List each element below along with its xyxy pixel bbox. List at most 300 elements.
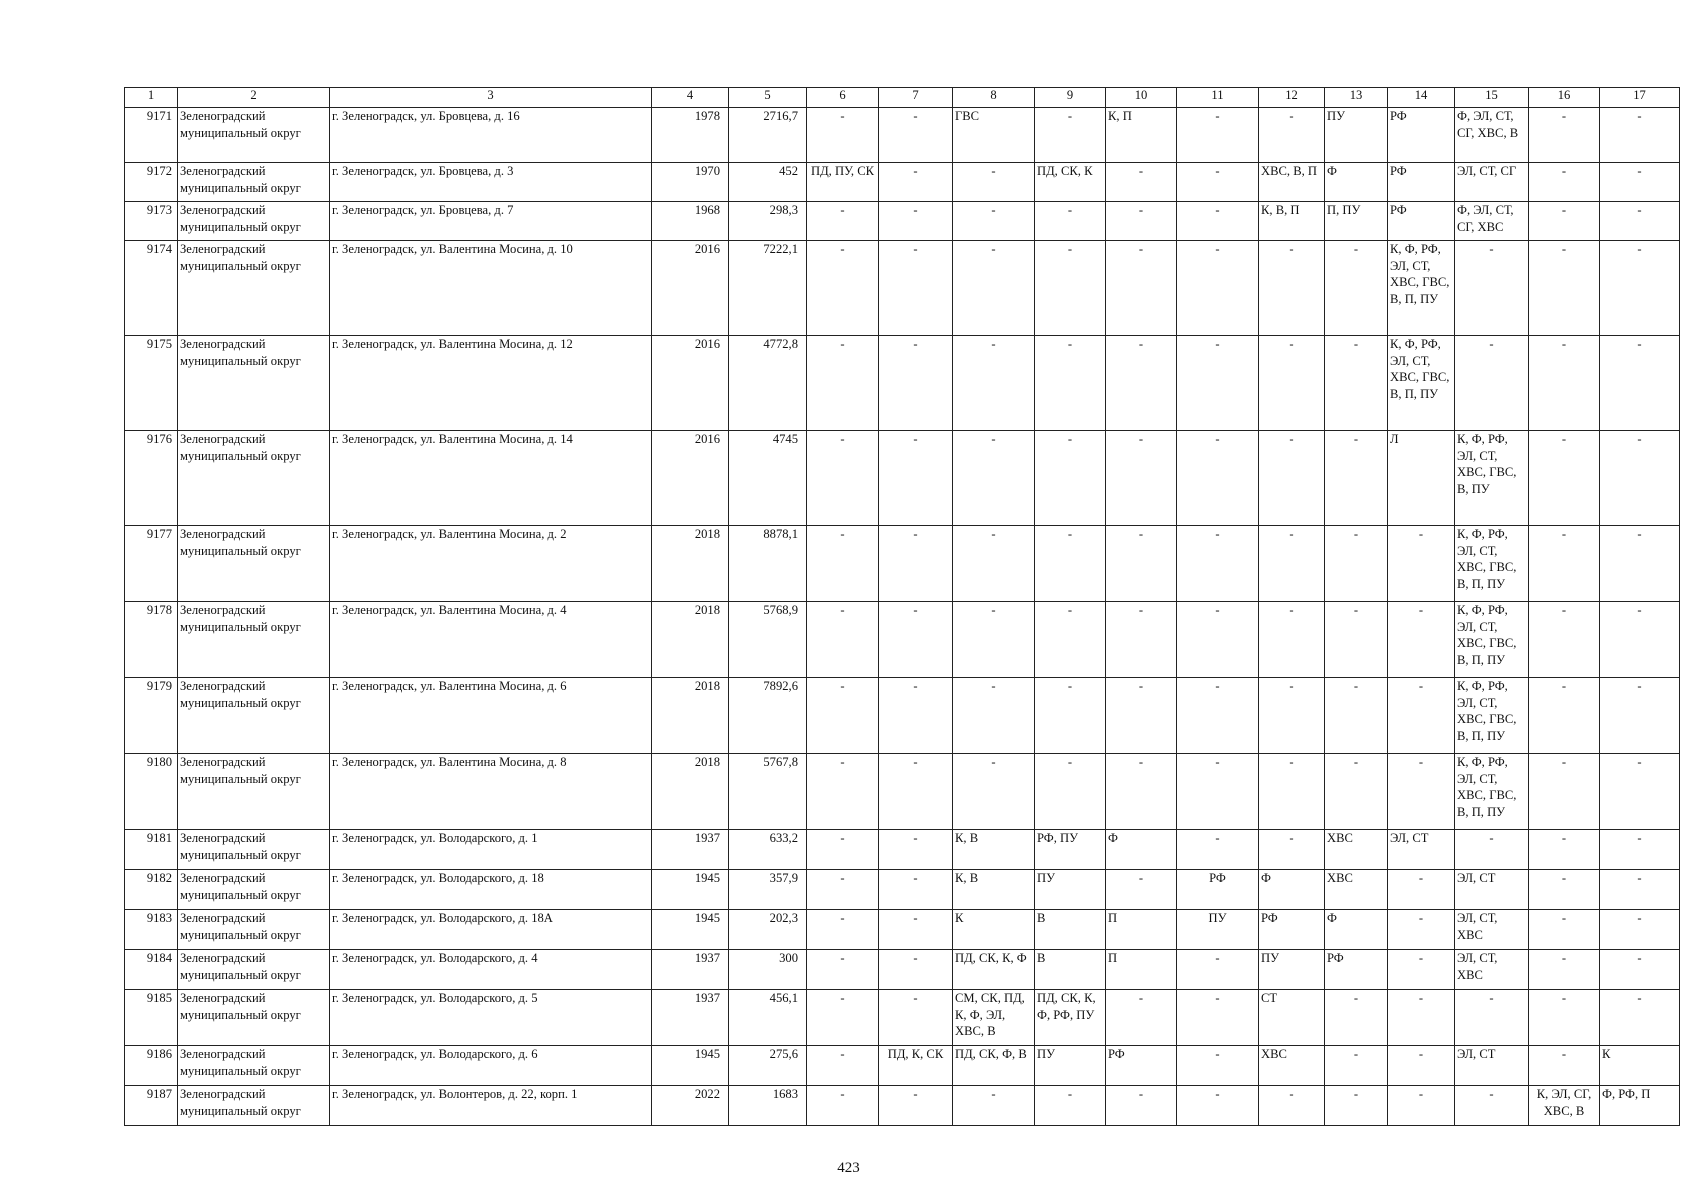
table-cell-col-8: К [953,910,1035,950]
table-cell-col-12: - [1259,1086,1325,1126]
table-cell-col-14: - [1388,910,1455,950]
table-cell-col-15: - [1455,1086,1529,1126]
table-cell-col-5: 300 [729,950,807,990]
table-cell-col-2: Зеленоградский муниципальный округ [178,202,330,241]
table-cell-col-11: РФ [1177,870,1259,910]
table-cell-col-1: 9182 [125,870,178,910]
table-cell-col-8: - [953,526,1035,602]
table-row [125,910,1680,950]
table-cell-col-16: - [1529,602,1600,678]
table-cell-col-17: - [1600,163,1680,202]
table-cell-col-5: 452 [729,163,807,202]
table-cell-col-17: - [1600,336,1680,431]
table-cell-col-6: - [807,950,879,990]
table-cell-col-13: - [1325,678,1388,754]
table-cell-col-4: 1945 [652,910,729,950]
table-cell-col-1: 9176 [125,431,178,526]
table-cell-col-15: - [1455,241,1529,336]
table-cell-col-2: Зеленоградский муниципальный округ [178,1046,330,1086]
table-cell-col-2: Зеленоградский муниципальный округ [178,754,330,830]
table-cell-col-9: - [1035,241,1106,336]
table-cell-col-8: ПД, СК, Ф, В [953,1046,1035,1086]
table-cell-col-5: 4772,8 [729,336,807,431]
table-cell-col-11: - [1177,602,1259,678]
table-row [125,950,1680,990]
table-cell-col-16: - [1529,108,1600,163]
table-cell-col-11: - [1177,202,1259,241]
column-number-8: 8 [953,88,1035,108]
table-cell-col-12: - [1259,431,1325,526]
table-row [125,108,1680,163]
table-cell-col-2: Зеленоградский муниципальный округ [178,830,330,870]
table-cell-col-17: - [1600,431,1680,526]
table-cell-col-12: Ф [1259,870,1325,910]
table-cell-col-6: - [807,202,879,241]
table-cell-col-1: 9183 [125,910,178,950]
table-cell-col-13: РФ [1325,950,1388,990]
table-cell-col-3: г. Зеленоградск, ул. Волонтеров, д. 22, корп. 1 [330,1086,652,1126]
table-cell-col-13: - [1325,754,1388,830]
column-number-15: 15 [1455,88,1529,108]
table-cell-col-4: 1945 [652,1046,729,1086]
table-cell-col-11: - [1177,108,1259,163]
table-cell-col-2: Зеленоградский муниципальный округ [178,336,330,431]
table-cell-col-4: 1970 [652,163,729,202]
table-row [125,1046,1680,1086]
table-cell-col-8: - [953,163,1035,202]
table-cell-col-15: - [1455,990,1529,1046]
table-cell-col-4: 2018 [652,526,729,602]
table-cell-col-9: - [1035,202,1106,241]
table-cell-col-7: - [879,241,953,336]
table-cell-col-10: - [1106,163,1177,202]
table-cell-col-6: - [807,526,879,602]
table-cell-col-11: - [1177,754,1259,830]
table-cell-col-8: - [953,202,1035,241]
table-cell-col-7: - [879,336,953,431]
table-cell-col-13: - [1325,1086,1388,1126]
table-cell-col-6: - [807,241,879,336]
table-cell-col-14: - [1388,754,1455,830]
table-cell-col-17: - [1600,910,1680,950]
table-cell-col-6: - [807,1046,879,1086]
table-cell-col-7: - [879,678,953,754]
table-cell-col-16: К, ЭЛ, СГ, ХВС, В [1529,1086,1600,1126]
table-cell-col-13: - [1325,1046,1388,1086]
table-cell-col-6: - [807,990,879,1046]
table-cell-col-16: - [1529,990,1600,1046]
table-cell-col-8: - [953,754,1035,830]
table-cell-col-14: РФ [1388,202,1455,241]
column-number-9: 9 [1035,88,1106,108]
table-cell-col-11: - [1177,336,1259,431]
table-cell-col-5: 202,3 [729,910,807,950]
table-row [125,678,1680,754]
table-cell-col-9: - [1035,431,1106,526]
table-cell-col-14: РФ [1388,108,1455,163]
table-cell-col-17: - [1600,990,1680,1046]
table-cell-col-16: - [1529,526,1600,602]
table-cell-col-11: - [1177,678,1259,754]
table-cell-col-2: Зеленоградский муниципальный округ [178,163,330,202]
table-cell-col-11: - [1177,526,1259,602]
table-cell-col-1: 9178 [125,602,178,678]
table-cell-col-15: К, Ф, РФ, ЭЛ, СТ, ХВС, ГВС, В, П, ПУ [1455,602,1529,678]
table-cell-col-14: - [1388,678,1455,754]
table-cell-col-5: 4745 [729,431,807,526]
table-cell-col-14: - [1388,1086,1455,1126]
table-cell-col-7: - [879,526,953,602]
table-cell-col-2: Зеленоградский муниципальный округ [178,1086,330,1126]
table-cell-col-8: ГВС [953,108,1035,163]
table-cell-col-5: 633,2 [729,830,807,870]
table-row [125,241,1680,336]
table-cell-col-5: 357,9 [729,870,807,910]
table-cell-col-9: ПУ [1035,870,1106,910]
table-cell-col-10: - [1106,870,1177,910]
table-cell-col-7: - [879,830,953,870]
table-cell-col-16: - [1529,910,1600,950]
table-cell-col-13: - [1325,526,1388,602]
table-cell-col-1: 9184 [125,950,178,990]
table-row [125,163,1680,202]
table-cell-col-9: ПД, СК, К [1035,163,1106,202]
table-cell-col-16: - [1529,754,1600,830]
table-cell-col-3: г. Зеленоградск, ул. Володарского, д. 5 [330,990,652,1046]
table-cell-col-14: К, Ф, РФ, ЭЛ, СТ, ХВС, ГВС, В, П, ПУ [1388,336,1455,431]
table-cell-col-17: - [1600,108,1680,163]
table-cell-col-2: Зеленоградский муниципальный округ [178,910,330,950]
table-cell-col-5: 5767,8 [729,754,807,830]
table-cell-col-13: ПУ [1325,108,1388,163]
table-cell-col-16: - [1529,678,1600,754]
table-cell-col-9: - [1035,526,1106,602]
table-row [125,602,1680,678]
table-cell-col-12: - [1259,336,1325,431]
table-cell-col-5: 275,6 [729,1046,807,1086]
table-cell-col-16: - [1529,163,1600,202]
table-cell-col-1: 9174 [125,241,178,336]
table-cell-col-15: Ф, ЭЛ, СТ, СГ, ХВС, В [1455,108,1529,163]
table-cell-col-7: ПД, К, СК [879,1046,953,1086]
table-cell-col-9: - [1035,108,1106,163]
table-cell-col-11: - [1177,950,1259,990]
table-cell-col-2: Зеленоградский муниципальный округ [178,990,330,1046]
table-cell-col-14: - [1388,526,1455,602]
table-row [125,202,1680,241]
table-cell-col-10: - [1106,202,1177,241]
table-cell-col-7: - [879,870,953,910]
table-cell-col-3: г. Зеленоградск, ул. Валентина Мосина, д. 6 [330,678,652,754]
table-cell-col-16: - [1529,202,1600,241]
table-cell-col-4: 2016 [652,336,729,431]
table-cell-col-13: ХВС [1325,830,1388,870]
table-cell-col-8: - [953,602,1035,678]
table-cell-col-6: - [807,870,879,910]
table-cell-col-1: 9177 [125,526,178,602]
table-cell-col-16: - [1529,1046,1600,1086]
table-cell-col-16: - [1529,336,1600,431]
table-cell-col-14: - [1388,870,1455,910]
table-cell-col-5: 7222,1 [729,241,807,336]
column-number-16: 16 [1529,88,1600,108]
table-cell-col-14: Л [1388,431,1455,526]
table-cell-col-4: 2018 [652,678,729,754]
table-cell-col-6: - [807,678,879,754]
table-cell-col-6: - [807,910,879,950]
table-cell-col-1: 9180 [125,754,178,830]
table-cell-col-4: 1937 [652,950,729,990]
table-cell-col-9: В [1035,910,1106,950]
table-cell-col-5: 8878,1 [729,526,807,602]
table-cell-col-14: - [1388,950,1455,990]
table-cell-col-9: - [1035,336,1106,431]
table-cell-col-10: - [1106,431,1177,526]
table-cell-col-6: - [807,754,879,830]
table-cell-col-7: - [879,910,953,950]
table-cell-col-13: - [1325,336,1388,431]
table-cell-col-7: - [879,754,953,830]
table-cell-col-10: К, П [1106,108,1177,163]
table-cell-col-2: Зеленоградский муниципальный округ [178,950,330,990]
table-cell-col-9: - [1035,1086,1106,1126]
table-cell-col-3: г. Зеленоградск, ул. Валентина Мосина, д. 14 [330,431,652,526]
table-cell-col-3: г. Зеленоградск, ул. Валентина Мосина, д. 10 [330,241,652,336]
table-cell-col-15: К, Ф, РФ, ЭЛ, СТ, ХВС, ГВС, В, ПУ [1455,431,1529,526]
table-cell-col-15: Ф, ЭЛ, СТ, СГ, ХВС [1455,202,1529,241]
table-cell-col-4: 1937 [652,830,729,870]
table-cell-col-13: Ф [1325,163,1388,202]
table-cell-col-15: ЭЛ, СТ [1455,870,1529,910]
table-row [125,526,1680,602]
table-cell-col-4: 2016 [652,431,729,526]
table-cell-col-8: - [953,241,1035,336]
table-cell-col-3: г. Зеленоградск, ул. Бровцева, д. 3 [330,163,652,202]
table-cell-col-11: - [1177,1086,1259,1126]
table-cell-col-5: 1683 [729,1086,807,1126]
table-row [125,754,1680,830]
table-cell-col-11: - [1177,241,1259,336]
table-row [125,870,1680,910]
table-cell-col-10: РФ [1106,1046,1177,1086]
table-cell-col-5: 7892,6 [729,678,807,754]
table-cell-col-17: - [1600,754,1680,830]
table-cell-col-11: - [1177,1046,1259,1086]
table-cell-col-2: Зеленоградский муниципальный округ [178,241,330,336]
table-cell-col-17: К [1600,1046,1680,1086]
table-cell-col-10: П [1106,910,1177,950]
table-cell-col-7: - [879,990,953,1046]
table-cell-col-4: 1978 [652,108,729,163]
table-row [125,990,1680,1046]
table-cell-col-12: - [1259,754,1325,830]
table-cell-col-14: - [1388,602,1455,678]
table-cell-col-7: - [879,950,953,990]
table-cell-col-11: - [1177,830,1259,870]
table-cell-col-17: - [1600,202,1680,241]
table-cell-col-9: - [1035,602,1106,678]
table-cell-col-7: - [879,1086,953,1126]
table-cell-col-10: - [1106,336,1177,431]
table-cell-col-15: ЭЛ, СТ, СГ [1455,163,1529,202]
table-cell-col-13: ХВС [1325,870,1388,910]
table-cell-col-13: - [1325,431,1388,526]
table-row [125,336,1680,431]
table-cell-col-14: ЭЛ, СТ [1388,830,1455,870]
table-cell-col-17: - [1600,870,1680,910]
table-cell-col-9: ПД, СК, К, Ф, РФ, ПУ [1035,990,1106,1046]
table-cell-col-15: К, Ф, РФ, ЭЛ, СТ, ХВС, ГВС, В, П, ПУ [1455,678,1529,754]
table-cell-col-2: Зеленоградский муниципальный округ [178,870,330,910]
table-cell-col-9: РФ, ПУ [1035,830,1106,870]
table-cell-col-14: - [1388,1046,1455,1086]
table-cell-col-9: - [1035,678,1106,754]
table-cell-col-9: ПУ [1035,1046,1106,1086]
table-cell-col-10: - [1106,602,1177,678]
table-cell-col-15: ЭЛ, СТ, ХВС [1455,950,1529,990]
column-number-14: 14 [1388,88,1455,108]
table-cell-col-16: - [1529,830,1600,870]
table-cell-col-3: г. Зеленоградск, ул. Валентина Мосина, д. 8 [330,754,652,830]
table-cell-col-3: г. Зеленоградск, ул. Валентина Мосина, д. 4 [330,602,652,678]
table-cell-col-17: - [1600,950,1680,990]
table-cell-col-2: Зеленоградский муниципальный округ [178,526,330,602]
table-cell-col-16: - [1529,950,1600,990]
table-cell-col-8: - [953,431,1035,526]
table-cell-col-4: 2018 [652,754,729,830]
table-cell-col-2: Зеленоградский муниципальный округ [178,602,330,678]
column-number-4: 4 [652,88,729,108]
table-cell-col-6: - [807,108,879,163]
table-cell-col-10: П [1106,950,1177,990]
table-cell-col-11: - [1177,431,1259,526]
table-cell-col-11: - [1177,990,1259,1046]
table-cell-col-1: 9172 [125,163,178,202]
table-cell-col-5: 298,3 [729,202,807,241]
table-cell-col-15: ЭЛ, СТ [1455,1046,1529,1086]
table-cell-col-8: СМ, СК, ПД, К, Ф, ЭЛ, ХВС, В [953,990,1035,1046]
table-cell-col-15: - [1455,336,1529,431]
table-cell-col-13: - [1325,602,1388,678]
table-cell-col-10: - [1106,990,1177,1046]
table-cell-col-12: - [1259,526,1325,602]
table-cell-col-16: - [1529,241,1600,336]
table-cell-col-10: - [1106,754,1177,830]
table-cell-col-6: - [807,830,879,870]
table-cell-col-17: - [1600,526,1680,602]
table-cell-col-2: Зеленоградский муниципальный округ [178,108,330,163]
table-cell-col-14: РФ [1388,163,1455,202]
table-cell-col-3: г. Зеленоградск, ул. Валентина Мосина, д. 12 [330,336,652,431]
table-cell-col-1: 9175 [125,336,178,431]
table-cell-col-3: г. Зеленоградск, ул. Володарского, д. 6 [330,1046,652,1086]
header-row [125,88,1680,108]
table-cell-col-8: К, В [953,870,1035,910]
table-cell-col-2: Зеленоградский муниципальный округ [178,431,330,526]
table-row [125,431,1680,526]
table-cell-col-7: - [879,108,953,163]
table-cell-col-7: - [879,431,953,526]
table-cell-col-3: г. Зеленоградск, ул. Валентина Мосина, д. 2 [330,526,652,602]
column-number-2: 2 [178,88,330,108]
table-cell-col-12: - [1259,830,1325,870]
table-cell-col-5: 2716,7 [729,108,807,163]
table-row [125,830,1680,870]
table-cell-col-8: ПД, СК, К, Ф [953,950,1035,990]
table-cell-col-9: - [1035,754,1106,830]
table-cell-col-12: - [1259,241,1325,336]
table-cell-col-12: ХВС, В, П [1259,163,1325,202]
table-cell-col-3: г. Зеленоградск, ул. Володарского, д. 4 [330,950,652,990]
table-cell-col-12: - [1259,108,1325,163]
table-cell-col-14: - [1388,990,1455,1046]
table-cell-col-15: - [1455,830,1529,870]
table-cell-col-15: ЭЛ, СТ, ХВС [1455,910,1529,950]
table-cell-col-6: - [807,602,879,678]
column-number-5: 5 [729,88,807,108]
table-cell-col-15: К, Ф, РФ, ЭЛ, СТ, ХВС, ГВС, В, П, ПУ [1455,754,1529,830]
column-number-11: 11 [1177,88,1259,108]
column-number-1: 1 [125,88,178,108]
table-cell-col-2: Зеленоградский муниципальный округ [178,678,330,754]
table-cell-col-8: - [953,678,1035,754]
table-cell-col-7: - [879,163,953,202]
column-number-12: 12 [1259,88,1325,108]
table-cell-col-11: - [1177,163,1259,202]
table-cell-col-16: - [1529,870,1600,910]
table-cell-col-1: 9171 [125,108,178,163]
column-number-17: 17 [1600,88,1680,108]
table-cell-col-13: - [1325,990,1388,1046]
table-cell-col-4: 2016 [652,241,729,336]
table-cell-col-12: К, В, П [1259,202,1325,241]
table-cell-col-1: 9179 [125,678,178,754]
page-number: 423 [837,1160,860,1176]
table-cell-col-7: - [879,202,953,241]
table-cell-col-12: - [1259,678,1325,754]
table-cell-col-6: - [807,431,879,526]
table-cell-col-10: - [1106,241,1177,336]
table-cell-col-4: 2018 [652,602,729,678]
table-cell-col-1: 9187 [125,1086,178,1126]
table-cell-col-3: г. Зеленоградск, ул. Володарского, д. 18А [330,910,652,950]
table-cell-col-4: 1968 [652,202,729,241]
table-cell-col-1: 9185 [125,990,178,1046]
table-cell-col-1: 9186 [125,1046,178,1086]
table-cell-col-3: г. Зеленоградск, ул. Бровцева, д. 7 [330,202,652,241]
column-number-13: 13 [1325,88,1388,108]
table-cell-col-8: - [953,1086,1035,1126]
table-cell-col-12: - [1259,602,1325,678]
table-cell-col-12: ХВС [1259,1046,1325,1086]
table-cell-col-5: 456,1 [729,990,807,1046]
table-cell-col-1: 9173 [125,202,178,241]
table-cell-col-10: Ф [1106,830,1177,870]
table-row [125,1086,1680,1126]
table-cell-col-3: г. Зеленоградск, ул. Бровцева, д. 16 [330,108,652,163]
table-cell-col-15: К, Ф, РФ, ЭЛ, СТ, ХВС, ГВС, В, П, ПУ [1455,526,1529,602]
table-cell-col-1: 9181 [125,830,178,870]
table-cell-col-17: Ф, РФ, П [1600,1086,1680,1126]
table-cell-col-9: В [1035,950,1106,990]
table-cell-col-3: г. Зеленоградск, ул. Володарского, д. 18 [330,870,652,910]
table-cell-col-16: - [1529,431,1600,526]
table-cell-col-13: - [1325,241,1388,336]
column-number-10: 10 [1106,88,1177,108]
table-cell-col-12: СТ [1259,990,1325,1046]
column-number-7: 7 [879,88,953,108]
table-cell-col-13: П, ПУ [1325,202,1388,241]
